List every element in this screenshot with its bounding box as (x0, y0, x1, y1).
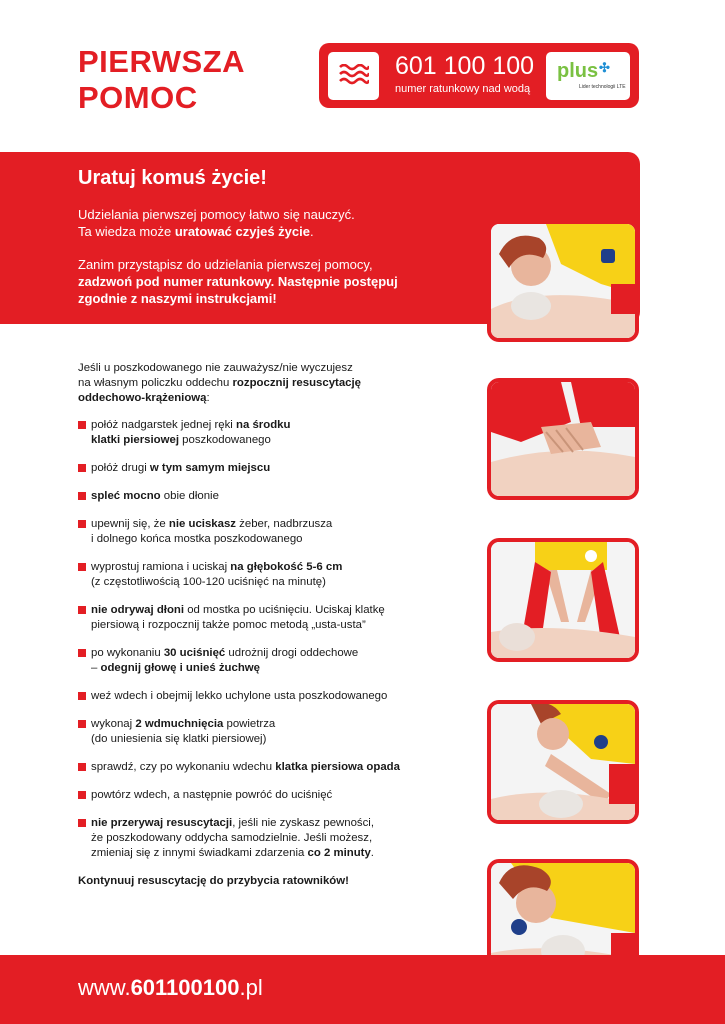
step-9 (78, 717, 478, 747)
intro-p2-line-b: zadzwoń pod numer ratunkowy. Następnie postępuj (78, 274, 398, 289)
instructions (78, 361, 478, 889)
intro-p2-line-c: zgodnie z naszymi instrukcjami! (78, 291, 277, 306)
intro-p1-line-b: Ta wiedza może (78, 224, 175, 239)
step-emphasis: nie odrywaj dłoni (91, 604, 185, 616)
step-emphasis: na środku (236, 419, 291, 431)
step-emphasis: klatka piersiowa opada (275, 761, 400, 773)
instructions-outro: Kontynuuj resuscytację do przybycia ratowników! (78, 875, 349, 887)
step-4 (78, 517, 478, 547)
photo-checking-breath (487, 220, 639, 342)
intro-heading: Uratuj komuś życie! (78, 167, 267, 189)
square-bullet-icon (78, 649, 86, 657)
step-text: upewnij się, że (91, 518, 169, 530)
step-11 (78, 788, 478, 803)
url-suffix: .pl (239, 975, 263, 1000)
square-bullet-icon (78, 791, 86, 799)
intro-paragraph-2 (78, 256, 398, 307)
water-waves-icon (338, 64, 369, 88)
intro-p2-line-a: Zanim przystąpisz do udzielania pierwszej pomocy, (78, 257, 373, 272)
step-text: piersiową i rozpocznij także pomoc metodą „usta-usta” (91, 619, 366, 631)
rescue-phone-caption: numer ratunkowy nad wodą (395, 83, 531, 95)
intro-p1-end: . (309, 224, 314, 239)
step-text: , jeśli nie zyskasz pewności, (232, 817, 375, 829)
step-emphasis: na głębokość 5-6 cm (230, 561, 343, 573)
step-text: że poszkodowany oddycha samodzielnie. Jeśli możesz, (91, 832, 373, 844)
step-emphasis: nie uciskasz (168, 518, 237, 530)
title-line-1: PIERWSZA (78, 44, 246, 79)
website-link[interactable] (78, 975, 263, 1001)
plus-logo-tagline: Lider technologii LTE (579, 84, 626, 90)
wave-tile (328, 52, 379, 100)
step-text: żeber, nadbrzusza (236, 518, 333, 530)
step-text: wykonaj (91, 718, 136, 730)
square-bullet-icon (78, 492, 86, 500)
square-bullet-icon (78, 464, 86, 472)
step-text: . (370, 847, 374, 859)
intro-line-c-end: : (206, 392, 210, 404)
step-text: obie dłonie (160, 490, 219, 502)
square-bullet-icon (78, 720, 86, 728)
step-emphasis: klatki piersiowej (91, 434, 179, 446)
instructions-intro (78, 361, 478, 406)
step-text: połóż drugi (91, 462, 150, 474)
step-10 (78, 760, 478, 775)
step-text: wyprostuj ramiona i uciskaj (91, 561, 231, 573)
step-8 (78, 689, 478, 704)
step-12 (78, 816, 478, 861)
step-text: od mostka po uciśnięciu. Uciskaj klatkę (184, 604, 385, 616)
square-bullet-icon (78, 692, 86, 700)
step-text: połóż nadgarstek jednej ręki (91, 419, 237, 431)
square-bullet-icon (78, 819, 86, 827)
step-emphasis: w tym samym miejscu (149, 462, 271, 474)
square-bullet-icon (78, 563, 86, 571)
square-bullet-icon (78, 520, 86, 528)
title-line-2: POMOC (78, 80, 198, 115)
intro-line-b: na własnym policzku oddechu (78, 377, 233, 389)
step-6 (78, 603, 478, 633)
step-text: udrożnij drogi oddechowe (225, 647, 359, 659)
square-bullet-icon (78, 763, 86, 771)
step-text: powtórz wdech, a następnie powróć do uciśnięć (91, 789, 333, 801)
rescue-phone-number[interactable]: 601 100 100 (395, 52, 535, 80)
step-text: – (91, 662, 101, 674)
step-text: i dolnego końca mostka poszkodowanego (91, 533, 303, 545)
intro-line-b-emphasis: rozpocznij resuscytację (232, 377, 362, 389)
step-text: po wykonaniu (91, 647, 164, 659)
url-domain: 601100100 (130, 975, 240, 1000)
step-text: powietrza (223, 718, 276, 730)
intro-line-c-emphasis: oddechowo-krążeniową (78, 392, 207, 404)
footer (0, 955, 725, 1024)
plus-logo-mark-icon: ✣ (599, 60, 610, 75)
step-text: poszkodowanego (179, 434, 271, 446)
square-bullet-icon (78, 421, 86, 429)
intro-line-a: Jeśli u poszkodowanego nie zauważysz/nie wyczujesz (78, 362, 353, 374)
plus-logo-wordmark: plus (557, 60, 599, 82)
intro-p1-line-a: Udzielania pierwszej pomocy łatwo się nauczyć. (78, 207, 355, 222)
square-bullet-icon (78, 606, 86, 614)
step-emphasis: 30 uciśnięć (163, 647, 226, 659)
step-emphasis: co 2 minuty (307, 847, 371, 859)
step-text: sprawdź, czy po wykonaniu wdechu (91, 761, 276, 773)
photo-head-tilt (487, 700, 639, 824)
step-7 (78, 646, 478, 676)
page-title (78, 44, 245, 116)
step-text: zmieniaj się z innymi świadkami zdarzenia (91, 847, 308, 859)
step-text: weź wdech i obejmij lekko uchylone usta poszkodowanego (91, 690, 388, 702)
steps-list (78, 418, 478, 861)
step-emphasis: nie przerywaj resuscytacji (91, 817, 233, 829)
step-emphasis: 2 wdmuchnięcia (135, 718, 224, 730)
step-text: (z częstotliwością 100-120 uciśnięć na minutę) (91, 576, 326, 588)
step-emphasis: spleć mocno (91, 490, 161, 502)
step-emphasis: odegnij głowę i unieś żuchwę (100, 662, 260, 674)
photo-chest-compressions (487, 538, 639, 662)
step-3 (78, 489, 478, 504)
hotline-box (319, 43, 639, 108)
intro-p1-emphasis: uratować czyjeś życie (174, 224, 310, 239)
plus-logo (546, 52, 630, 100)
photo-hand-placement (487, 378, 639, 500)
step-2 (78, 461, 478, 476)
step-1 (78, 418, 478, 448)
url-prefix: www. (78, 975, 131, 1000)
step-text: (do uniesienia się klatki piersiowej) (91, 733, 267, 745)
intro-paragraph-1 (78, 206, 355, 240)
step-5 (78, 560, 478, 590)
